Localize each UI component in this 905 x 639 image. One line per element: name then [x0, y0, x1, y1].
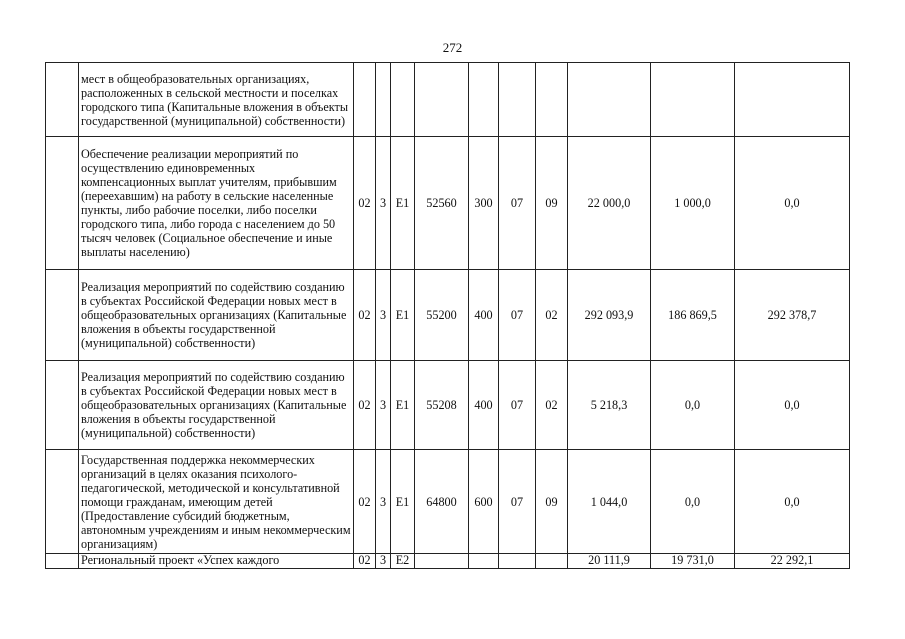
amount-cell: 1 000,0 [651, 137, 735, 270]
code-cell: 300 [469, 137, 499, 270]
code-cell: 600 [469, 450, 499, 554]
code-cell: 02 [354, 137, 376, 270]
code-cell [415, 554, 469, 569]
amount-cell: 0,0 [735, 137, 850, 270]
code-cell [536, 63, 568, 137]
amount-cell: 22 292,1 [735, 554, 850, 569]
code-cell: 3 [376, 270, 391, 361]
code-cell [536, 554, 568, 569]
code-cell [415, 63, 469, 137]
page-number: 272 [442, 40, 463, 55]
code-cell: 3 [376, 361, 391, 450]
code-cell: 02 [536, 270, 568, 361]
code-cell: 02 [354, 361, 376, 450]
code-cell: 02 [354, 554, 376, 569]
code-cell: Е1 [391, 450, 415, 554]
table-row [46, 450, 850, 554]
code-cell [391, 63, 415, 137]
table-row [46, 554, 850, 569]
code-cell: 07 [499, 450, 536, 554]
amount-cell: 0,0 [735, 361, 850, 450]
amount-cell [735, 63, 850, 137]
code-cell: 3 [376, 450, 391, 554]
code-cell [469, 63, 499, 137]
amount-cell: 20 111,9 [568, 554, 651, 569]
code-cell: 07 [499, 270, 536, 361]
code-cell [499, 63, 536, 137]
code-cell [469, 554, 499, 569]
code-cell: 55208 [415, 361, 469, 450]
code-cell: Е2 [391, 554, 415, 569]
index-cell [46, 554, 79, 569]
code-cell: 52560 [415, 137, 469, 270]
code-cell: 07 [499, 361, 536, 450]
index-cell [46, 137, 79, 270]
code-cell [499, 554, 536, 569]
table-row [46, 63, 850, 137]
code-cell [376, 63, 391, 137]
amount-cell [651, 63, 735, 137]
amount-cell: 19 731,0 [651, 554, 735, 569]
amount-cell [568, 63, 651, 137]
code-cell: 02 [354, 450, 376, 554]
code-cell: 02 [536, 361, 568, 450]
amount-cell: 292 093,9 [568, 270, 651, 361]
code-cell: 09 [536, 450, 568, 554]
code-cell: 02 [354, 270, 376, 361]
index-cell [46, 361, 79, 450]
code-cell: 55200 [415, 270, 469, 361]
description-cell: мест в общеобразовательных организациях, расположенных в сельской местности и поселках городского типа (Капитальные вложения в объекты государственной (муниципальной) собственности) [79, 63, 354, 137]
code-cell: 400 [469, 270, 499, 361]
code-cell: Е1 [391, 270, 415, 361]
code-cell: 09 [536, 137, 568, 270]
index-cell [46, 270, 79, 361]
table-row [46, 270, 850, 361]
description-cell: Обеспечение реализации мероприятий по осуществлению единовременных компенсационных выплат учителям, прибывшим (переехавшим) на работу в сельские населенные пункты, либо рабочие поселки, либо поселки городского типа, либо города с населением до 50 тысяч человек (Социальное обеспечение и иные выплаты населению) [79, 137, 354, 270]
code-cell: 3 [376, 554, 391, 569]
amount-cell: 1 044,0 [568, 450, 651, 554]
code-cell: Е1 [391, 361, 415, 450]
amount-cell: 186 869,5 [651, 270, 735, 361]
code-cell: 400 [469, 361, 499, 450]
index-cell [46, 450, 79, 554]
code-cell: Е1 [391, 137, 415, 270]
amount-cell: 0,0 [651, 450, 735, 554]
amount-cell: 292 378,7 [735, 270, 850, 361]
table-row [46, 137, 850, 270]
amount-cell: 22 000,0 [568, 137, 651, 270]
description-cell: Государственная поддержка некоммерческих организаций в целях оказания психолого-педагогической, методической и консультативной помощи гражданам, имеющим детей (Предоставление субсидий бюджетным, автономным учреждениям и иным некоммерческим организациям) [79, 450, 354, 554]
code-cell: 07 [499, 137, 536, 270]
code-cell [354, 63, 376, 137]
amount-cell: 5 218,3 [568, 361, 651, 450]
code-cell: 64800 [415, 450, 469, 554]
description-cell: Реализация мероприятий по содействию созданию в субъектах Российской Федерации новых мест в общеобразовательных организациях (Капитальные вложения в объекты государственной (муниципальной) собственности) [79, 270, 354, 361]
amount-cell: 0,0 [735, 450, 850, 554]
description-cell: Реализация мероприятий по содействию созданию в субъектах Российской Федерации новых мест в общеобразовательных организациях (Капитальные вложения в объекты государственной (муниципальной) собственности) [79, 361, 354, 450]
index-cell [46, 63, 79, 137]
description-cell: Региональный проект «Успех каждого [79, 554, 354, 569]
budget-table [45, 62, 850, 569]
code-cell: 3 [376, 137, 391, 270]
amount-cell: 0,0 [651, 361, 735, 450]
table-row [46, 361, 850, 450]
